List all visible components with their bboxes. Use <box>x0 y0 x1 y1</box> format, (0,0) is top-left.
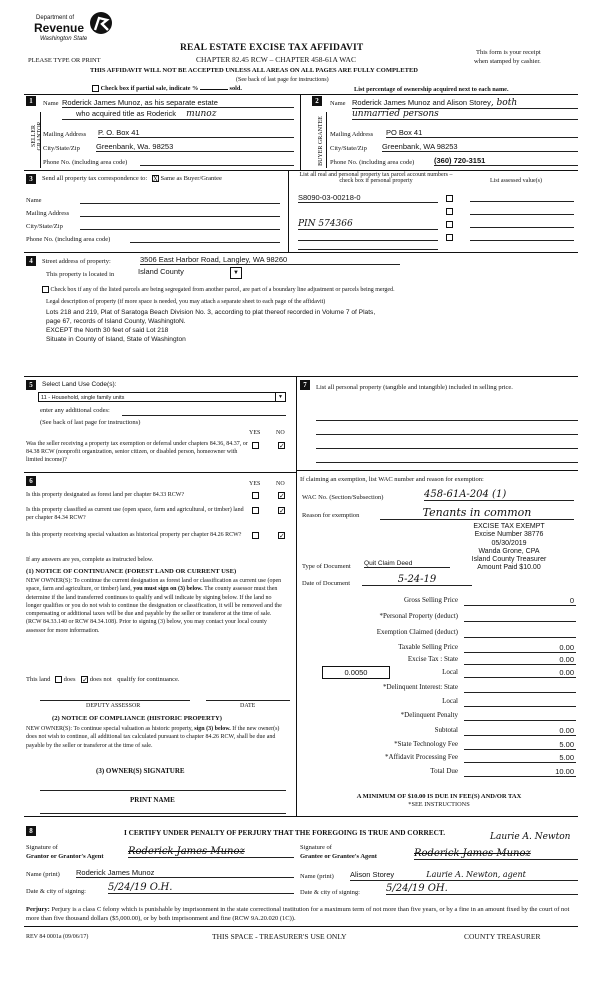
s6-q2-no-checkbox[interactable]: ✓ <box>279 507 285 515</box>
doc-date-field[interactable]: 5-24-19 <box>362 574 472 586</box>
taxable-value: 0.00 <box>559 643 574 652</box>
state-tax-label: Excise Tax : State <box>407 655 458 663</box>
land-use-select[interactable]: 11 - Household, single family units ▼ <box>38 392 286 402</box>
grantee-name-label: Name (print) <box>300 873 334 880</box>
exemption-claimed-label: Exemption Claimed (deduct) <box>376 628 458 636</box>
assessed-field-4[interactable] <box>470 233 574 241</box>
send-correspondence: Send all property tax correspondence to: X Same as Buyer/Grantee <box>42 175 222 184</box>
delinquent-state-row <box>316 683 578 695</box>
see-instructions-note: *SEE INSTRUCTIONS <box>408 801 470 808</box>
s6-q3-yes-checkbox[interactable] <box>252 532 259 539</box>
s3-city-label: City/State/Zip <box>26 223 63 230</box>
parcel-field-4[interactable] <box>298 244 438 250</box>
print-name-label: PRINT NAME <box>130 796 175 804</box>
taxable-price-row <box>316 643 578 655</box>
s3-city-field[interactable] <box>80 222 280 230</box>
stamp-line-3: 05/30/2019 <box>491 539 527 547</box>
revenue-logo <box>36 10 136 46</box>
partial-sale-row: Check box if partial sale, indicate % sold. <box>92 85 242 92</box>
section-7-number: 7 <box>300 380 310 390</box>
grantee-signature[interactable]: Roderick James Munoz <box>414 848 578 860</box>
delinquent-penalty-field[interactable] <box>464 711 576 721</box>
s6-no-header: NO <box>276 481 285 487</box>
this-land-row: This land does ✓ does not qualify for continuance. <box>26 676 180 685</box>
parcel-header: List all real and personal property tax parcel account numbers – check box if personal property <box>299 172 453 184</box>
exemption-note: If claiming an exemption, list WAC number and reason for exemption: <box>300 476 484 483</box>
subtotal-value: 0.00 <box>559 726 574 735</box>
seller-phone-label: Phone No. (including area code) <box>43 159 128 166</box>
warning-line: THIS AFFIDAVIT WILL NOT BE ACCEPTED UNLESS ALL AREAS ON ALL PAGES ARE FULLY COMPLETED <box>90 67 418 74</box>
continuance-text: NEW OWNER(S): To continue the current designation as forest land or classification as current use (open space, farm and agriculture, or timber) land, you must sign on (3) below. The county assessor must then determine if the land transferred continues to qualify and will indicate by signing below. If the land no longer qualifies or you do not wish to continue the designation or classification, it will be removed and the compensating or additional taxes will be due and payable by the seller or transferor at the time of sale. (RCW 84.33.140 or RCW 84.34.108). Prior to signing (3) below, you may contact your local county assessor for more information. <box>26 578 282 634</box>
delinquent-local-label: Local <box>442 697 458 705</box>
gross-label: Gross Selling Price <box>403 596 458 604</box>
form-title: REAL ESTATE EXCISE TAX AFFIDAVIT <box>180 43 364 53</box>
buyer-phone-field[interactable]: (360) 720-3151 <box>434 156 578 166</box>
continuance-title: (1) NOTICE OF CONTINUANCE (FOREST LAND OR CURRENT USE) <box>26 568 237 575</box>
grantor-name-field[interactable]: Roderick James Munoz <box>76 868 294 878</box>
segregated-row: Check box if any of the listed parcels are being segregated from another parcel, are part of a boundary line adjustment or parcels being merged. <box>42 286 395 293</box>
personal-property-field-1[interactable] <box>316 412 578 421</box>
legal-line-1: Lots 218 and 219, Plat of Saratoga Beach Division No. 3, according to plat thereof recorded in Volume 7 of Plats, <box>46 309 376 316</box>
assessed-field-3[interactable] <box>470 220 574 228</box>
personal-property-field-4[interactable] <box>316 454 578 463</box>
form-number: REV 84 0001a (09/06/17) <box>26 934 89 940</box>
grantor-sig-label: Signature of Grantor or Grantor's Agent <box>26 844 104 860</box>
assessed-field-1[interactable] <box>470 194 574 202</box>
s6-question-1: Is this property designated as forest land per chapter 84.33 RCW? <box>26 492 185 498</box>
land-use-dropdown-icon[interactable]: ▼ <box>275 393 285 402</box>
seller-city-field[interactable]: Greenbank, Wa. 98253 <box>96 142 294 152</box>
subtotal-row <box>316 726 578 738</box>
s6-q3-no-checkbox[interactable]: ✓ <box>279 532 285 540</box>
section-5-number: 5 <box>26 380 36 390</box>
s5-q1-yes-checkbox[interactable] <box>252 442 259 449</box>
stamp-line-5: Island County Treasurer <box>471 556 547 564</box>
personal-property-field-2[interactable] <box>316 426 578 435</box>
doc-date-label: Date of Document <box>302 580 351 587</box>
seller-phone-field[interactable] <box>140 158 294 166</box>
grantee-date-label: Date & city of signing: <box>300 889 360 896</box>
legal-label: Legal description of property (if more space is needed, you may attach a separate sheet to each page of the affidavit) <box>46 299 326 305</box>
grantor-date-label: Date & city of signing: <box>26 888 86 895</box>
stamp-line-6: Amount Paid $10.00 <box>477 564 541 572</box>
parcel-field-1[interactable]: S8090-03-00218-0 <box>298 193 438 203</box>
wac-label: WAC No. (Section/Subsection) <box>302 494 384 501</box>
chapter-line: CHAPTER 82.45 RCW – CHAPTER 458-61A WAC <box>196 55 356 64</box>
county-select[interactable]: Island County ▼ <box>138 267 242 278</box>
taxable-label: Taxable Selling Price <box>398 643 458 651</box>
compliance-title: (2) NOTICE OF COMPLIANCE (HISTORIC PROPERTY) <box>52 715 222 722</box>
buyer-mailing-label: Mailing Address <box>330 131 374 138</box>
affidavit-fee-value: 5.00 <box>559 753 574 762</box>
land-does-checkbox[interactable] <box>55 676 62 683</box>
section-2-number: 2 <box>312 96 322 106</box>
grantor-signature[interactable]: Roderick James Munoz <box>128 846 294 858</box>
perjury-notice: Perjury: Perjury is a class C felony which is punishable by imprisonment in the state correctional institution for a maximum term of not more than five years, or by a fine in an amount fixed by the court of not more than five thousand dollars ($5,000.00), or by both imprisonment and fine (RCW 9A.20.020 (1C)). <box>26 906 570 922</box>
same-as-buyer-checkbox[interactable]: X <box>152 175 158 184</box>
delinquent-penalty-label: *Delinquent Penalty <box>400 711 458 719</box>
tech-fee-value: 5.00 <box>559 740 574 749</box>
delinquent-local-row <box>316 697 578 709</box>
ownership-note: List percentage of ownership acquired next to each name. <box>354 86 509 93</box>
grantee-date-field[interactable]: 5/24/19 OH. <box>386 883 578 895</box>
s6-q2-yes-checkbox[interactable] <box>252 507 259 514</box>
grantee-name-field[interactable]: Alison Storey Laurie A. Newton, agent <box>350 870 578 881</box>
assessed-header: List assessed value(s) <box>490 178 542 184</box>
section-3-number: 3 <box>26 174 36 184</box>
s3-phone-label: Phone No. (including area code) <box>26 236 111 243</box>
buyer-city-label: City/State/Zip <box>330 145 367 152</box>
s6-q1-no-checkbox[interactable]: ✓ <box>279 492 285 500</box>
s5-see-back: (See back of last page for instructions) <box>40 419 141 426</box>
s6-q1-yes-checkbox[interactable] <box>252 492 259 499</box>
s3-phone-field[interactable] <box>130 235 280 243</box>
located-label: This property is located in <box>46 271 115 278</box>
personal-deduct-label: *Personal Property (deduct) <box>379 612 458 620</box>
grantee-sig-label: Signature of Grantee or Grantee's Agent <box>300 844 377 860</box>
stamp-line-2: Excise Number 38776 <box>474 531 544 539</box>
parcel-field-2[interactable]: PIN 574366 <box>298 219 438 230</box>
gross-price-row <box>316 596 578 608</box>
subtotal-label: Subtotal <box>434 726 458 734</box>
deputy-assessor-label: DEPUTY ASSESSOR <box>86 703 141 709</box>
seller-mailing-field[interactable]: P. O. Box 41 <box>98 128 294 138</box>
seller-name-line-1[interactable]: Roderick James Munoz, as his separate estate <box>62 98 294 108</box>
county-treasurer-label: COUNTY TREASURER <box>464 932 541 941</box>
personal-property-row <box>316 612 578 624</box>
legal-line-2: page 67, records of Island County, WashingtoN. <box>46 318 186 325</box>
s3-mailing-label: Mailing Address <box>26 210 70 217</box>
legal-line-3: EXCEPT the North 30 feet of said Lot 218 <box>46 327 169 334</box>
print-note: PLEASE TYPE OR PRINT <box>28 57 101 64</box>
wac-field[interactable]: 458-61A-204 (1) <box>424 489 574 501</box>
excise-stamp <box>444 523 574 573</box>
owner-signature-line[interactable] <box>40 784 286 791</box>
revenue-logo-icon <box>88 10 114 36</box>
total-due-label: Total Due <box>430 767 458 775</box>
gross-field[interactable] <box>464 596 576 606</box>
local-tax-value: 0.00 <box>559 668 574 677</box>
personal-property-checkbox-2[interactable] <box>446 208 453 215</box>
section-4-number: 4 <box>26 256 36 266</box>
personal-property-text: List all personal property (tangible and intangible) included in selling price. <box>316 384 513 391</box>
land-does-not-checkbox[interactable]: ✓ <box>82 676 89 685</box>
s3-name-label: Name <box>26 197 42 204</box>
s5-yes-header: YES <box>249 430 261 436</box>
seller-mailing-label: Mailing Address <box>43 131 87 138</box>
section-8-number: 8 <box>26 826 36 836</box>
seller-side-label: SELLER GRANTOR <box>31 121 43 151</box>
additional-codes-field[interactable] <box>122 407 286 416</box>
delinquent-local-field[interactable] <box>464 697 576 707</box>
logo-state: Washington State <box>40 36 88 42</box>
treasurer-space-label: THIS SPACE - TREASURER'S USE ONLY <box>212 932 347 941</box>
gross-value: 0 <box>569 596 574 605</box>
state-tax-value: 0.00 <box>559 655 574 664</box>
affidavit-fee-row <box>316 753 578 765</box>
delinquent-penalty-row <box>316 711 578 723</box>
buyer-mailing-field[interactable]: PO Box 41 <box>386 128 578 138</box>
doc-type-field[interactable]: Quit Claim Deed <box>364 560 450 568</box>
county-dropdown-icon[interactable]: ▼ <box>230 267 242 279</box>
section-6-number: 6 <box>26 476 36 486</box>
deputy-assessor-line[interactable] <box>40 694 190 701</box>
buyer-side-label: BUYER GRANTEE <box>318 116 324 166</box>
total-due-value: 10.00 <box>555 767 574 776</box>
tech-fee-label: *State Technology Fee <box>394 740 458 748</box>
select-land-use-label: Select Land Use Code(s): <box>42 381 117 388</box>
additional-codes-label: enter any additional codes: <box>40 407 110 414</box>
see-back-line: (See back of last page for instructions) <box>236 77 329 83</box>
reason-field[interactable]: Tenants in common <box>380 506 574 520</box>
stamp-line-4: Wanda Grone, CPA <box>478 547 540 555</box>
compliance-text: NEW OWNER(S): To continue special valuation as historic property, sign (3) below. If the new owner(s) does not wish to continue, all additional tax calculated pursuant to chapter 84.26 RCW, shall be due and payable by the seller or transferor at the time of sale. <box>26 726 280 749</box>
buyer-city-field[interactable]: Greenbank, WA 98253 <box>382 142 578 152</box>
s5-q1-no-checkbox[interactable]: ✓ <box>279 442 285 450</box>
local-tax-label: Local <box>442 668 458 676</box>
segregated-checkbox[interactable] <box>42 286 49 293</box>
personal-property-checkbox-4[interactable] <box>446 234 453 241</box>
s5-question-1: Was the seller receiving a property tax exemption or deferral under chapters 84.36, 84.37, or 84.38 RCW (nonprofit organization, senior citizen, or disabled person, homeowner with limited income)? <box>26 441 248 463</box>
buyer-phone-label: Phone No. (including area code) <box>330 159 415 166</box>
exemption-claimed-field[interactable] <box>464 628 576 638</box>
personal-property-checkbox-3[interactable] <box>446 221 453 228</box>
buyer-name-label: Name <box>330 100 346 107</box>
delinquent-state-label: *Delinquent Interest: State <box>382 683 458 691</box>
s3-mailing-field[interactable] <box>80 209 280 217</box>
delinquent-state-field[interactable] <box>464 683 576 693</box>
grantor-name-label: Name (print) <box>26 871 60 878</box>
grantor-date-field[interactable]: 5/24/19 O.H. <box>108 882 294 894</box>
buyer-name-line-2[interactable]: unmarried persons <box>352 109 578 120</box>
local-rate-box[interactable]: 0.0050 <box>322 666 390 679</box>
personal-property-checkbox-1[interactable] <box>446 195 453 202</box>
section-1-number: 1 <box>26 96 36 106</box>
assessed-field-2[interactable] <box>470 207 574 215</box>
affidavit-fee-label: *Affidavit Processing Fee <box>385 753 458 761</box>
s6-question-3: Is this property receiving special valuation as historical property per chapter 84.26 RCW? <box>26 532 242 538</box>
seller-name-label: Name <box>43 100 59 107</box>
grantee-agent-signature[interactable]: Laurie A. Newton <box>490 832 571 842</box>
buyer-name-line-1[interactable]: Roderick James Munoz and Alison Storey, both <box>352 98 578 109</box>
s6-question-2: Is this property classified as current use (open space, farm and agricultural, or timber) land per chapter 84.34 RCW? <box>26 507 244 521</box>
s6-if-yes: If any answers are yes, complete as instructed below. <box>26 557 154 563</box>
stamp-line-1: EXCISE TAX EXEMPT <box>473 523 545 530</box>
receipt-note-1: This form is your receipt <box>476 49 541 56</box>
logo-name: Revenue <box>34 21 85 35</box>
seller-name-line-2[interactable]: who acquired title as Roderick munoz <box>62 109 294 120</box>
s5-no-header: NO <box>276 430 285 436</box>
local-tax-row <box>316 668 578 680</box>
assessor-date-line[interactable] <box>206 694 290 701</box>
partial-sale-checkbox[interactable] <box>92 85 99 92</box>
minimum-due-note: A MINIMUM OF $10.00 IS DUE IN FEE(S) AND/OR TAX <box>356 793 522 800</box>
parcel-field-3[interactable] <box>298 232 438 241</box>
reason-label: Reason for exemption <box>302 512 360 519</box>
street-field[interactable]: 3506 East Harbor Road, Langley, WA 98260 <box>140 255 400 265</box>
seller-city-label: City/State/Zip <box>43 145 80 152</box>
doc-type-label: Type of Document <box>302 563 351 570</box>
s6-yes-header: YES <box>249 481 261 487</box>
legal-line-4: Situate in County of Island, State of Washington <box>46 336 186 343</box>
logo-dept: Department of <box>36 15 75 21</box>
total-due-row <box>316 767 578 779</box>
exemption-claimed-row <box>316 628 578 640</box>
s3-name-field[interactable] <box>80 196 280 204</box>
personal-deduct-field[interactable] <box>464 612 576 622</box>
certify-statement: I CERTIFY UNDER PENALTY OF PERJURY THAT THE FOREGOING IS TRUE AND CORRECT. <box>124 828 446 837</box>
assessor-date-label: DATE <box>240 703 256 709</box>
receipt-note-2: when stamped by cashier. <box>474 58 541 65</box>
personal-property-field-3[interactable] <box>316 440 578 449</box>
tech-fee-row <box>316 740 578 752</box>
street-label: Street address of property: <box>42 258 111 265</box>
owner-signature-label: (3) OWNER(S) SIGNATURE <box>96 767 185 775</box>
print-name-line[interactable] <box>40 808 286 814</box>
